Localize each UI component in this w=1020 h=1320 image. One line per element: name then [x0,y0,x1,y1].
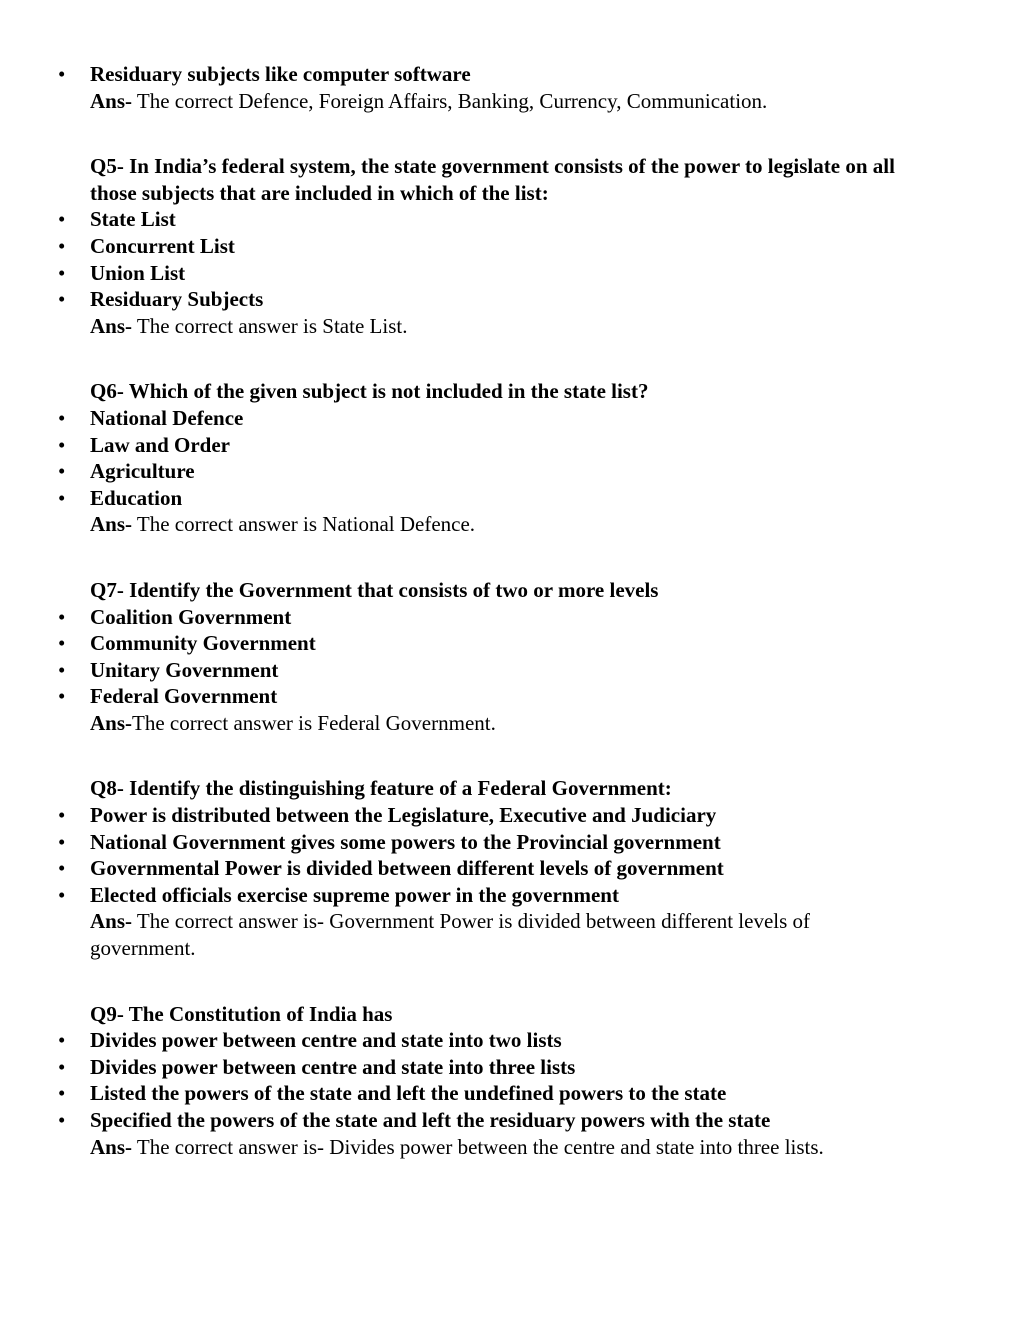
answer-line [0,908,910,961]
option-item [0,286,910,313]
answer-text: The correct answer is State List. [132,313,408,338]
option-item [0,1027,910,1054]
answer-line [0,313,910,340]
option-item [0,1107,910,1134]
option-text: Unitary Government [90,657,279,682]
answer-line [0,88,910,115]
option-text: Federal Government [90,684,278,709]
question-text: Q5- In India’s federal system, the state government consists of the power to legislate on all those subjects that are included in which of the list: [90,154,895,205]
option-item [0,61,910,88]
bullet-icon: • [58,1054,66,1079]
bullet-icon: • [58,62,66,86]
answer-text: The correct answer is- Government Power is divided between different levels of government. [90,909,811,961]
option-item [0,855,910,882]
option-text: Community Government [90,631,316,656]
document-page [0,61,1020,1199]
bullet-icon: • [58,260,66,285]
bullet-icon: • [58,882,66,907]
bullet-icon: • [58,459,66,484]
option-item [0,829,910,856]
bullet-icon: • [58,604,66,629]
option-item [0,882,910,909]
option-item [0,604,910,631]
answer-label: Ans- [90,1134,133,1159]
option-text: Divides power between centre and state into three lists [90,1054,576,1079]
bullet-icon: • [58,1028,66,1053]
question-text: Q9- The Constitution of India has [90,1001,393,1026]
answer-text: The correct answer is National Defence. [132,512,476,537]
option-text: Residuary Subjects [90,287,264,312]
bullet-icon: • [58,233,66,258]
option-item [0,458,910,485]
bullet-icon: • [58,684,66,709]
option-text: Specified the powers of the state and left the residuary powers with the state [90,1108,771,1132]
option-text: National Defence [90,405,244,430]
option-item [0,206,910,233]
option-text: Education [90,485,183,510]
answer-line [0,1134,910,1161]
option-item [0,233,910,260]
option-text: Power is distributed between the Legislature, Executive and Judiciary [90,803,717,828]
option-text: Union List [90,260,186,285]
answer-label: Ans- [90,909,133,934]
question-text: Q7- Identify the Government that consists of two or more levels [90,577,659,602]
option-item [0,802,910,829]
bullet-icon: • [58,856,66,881]
option-item [0,405,910,432]
question-block [0,153,1020,339]
option-item [0,657,910,684]
option-text: National Government gives some powers to the Provincial government [90,829,721,854]
option-item [0,432,910,459]
option-text: Law and Order [90,432,231,457]
option-item [0,630,910,657]
bullet-icon: • [58,207,66,232]
bullet-icon: • [58,631,66,656]
answer-line [0,710,910,737]
question-block [0,61,1020,114]
option-text: Concurrent List [90,233,235,258]
answer-text: The correct answer is- Divides power between the centre and state into three lists. [132,1134,824,1159]
answer-text: The correct Defence, Foreign Affairs, Banking, Currency, Communication. [132,88,768,113]
bullet-icon: • [58,485,66,510]
option-text: Governmental Power is divided between different levels of government [90,856,724,881]
option-text: Agriculture [90,459,195,484]
question-block [0,378,1020,538]
bullet-icon: • [58,1108,66,1132]
bullet-icon: • [58,432,66,457]
question-text: Q8- Identify the distinguishing feature of a Federal Government: [90,776,672,801]
option-text: Coalition Government [90,604,292,629]
option-text: Elected officials exercise supreme power in the government [90,882,619,907]
question-block [0,1001,1020,1161]
bullet-icon: • [58,829,66,854]
option-text: Residuary subjects like computer software [90,62,471,86]
answer-line [0,511,910,538]
question-block [0,775,1020,961]
option-item [0,260,910,287]
option-item [0,1080,910,1107]
bullet-icon: • [58,657,66,682]
option-item [0,683,910,710]
option-text: State List [90,207,176,232]
question-block [0,577,1020,737]
bullet-icon: • [58,803,66,828]
bullet-icon: • [58,405,66,430]
option-item [0,485,910,512]
option-item [0,1054,910,1081]
bullet-icon: • [58,287,66,312]
answer-label: Ans- [90,512,133,537]
answer-label: Ans- [90,313,133,338]
answer-text: The correct answer is Federal Government. [132,710,496,735]
bullet-icon: • [58,1081,66,1106]
answer-label: Ans- [90,710,133,735]
answer-label: Ans- [90,88,133,113]
question-text: Q6- Which of the given subject is not included in the state list? [90,379,649,404]
option-text: Divides power between centre and state into two lists [90,1028,562,1053]
option-text: Listed the powers of the state and left the undefined powers to the state [90,1081,727,1106]
